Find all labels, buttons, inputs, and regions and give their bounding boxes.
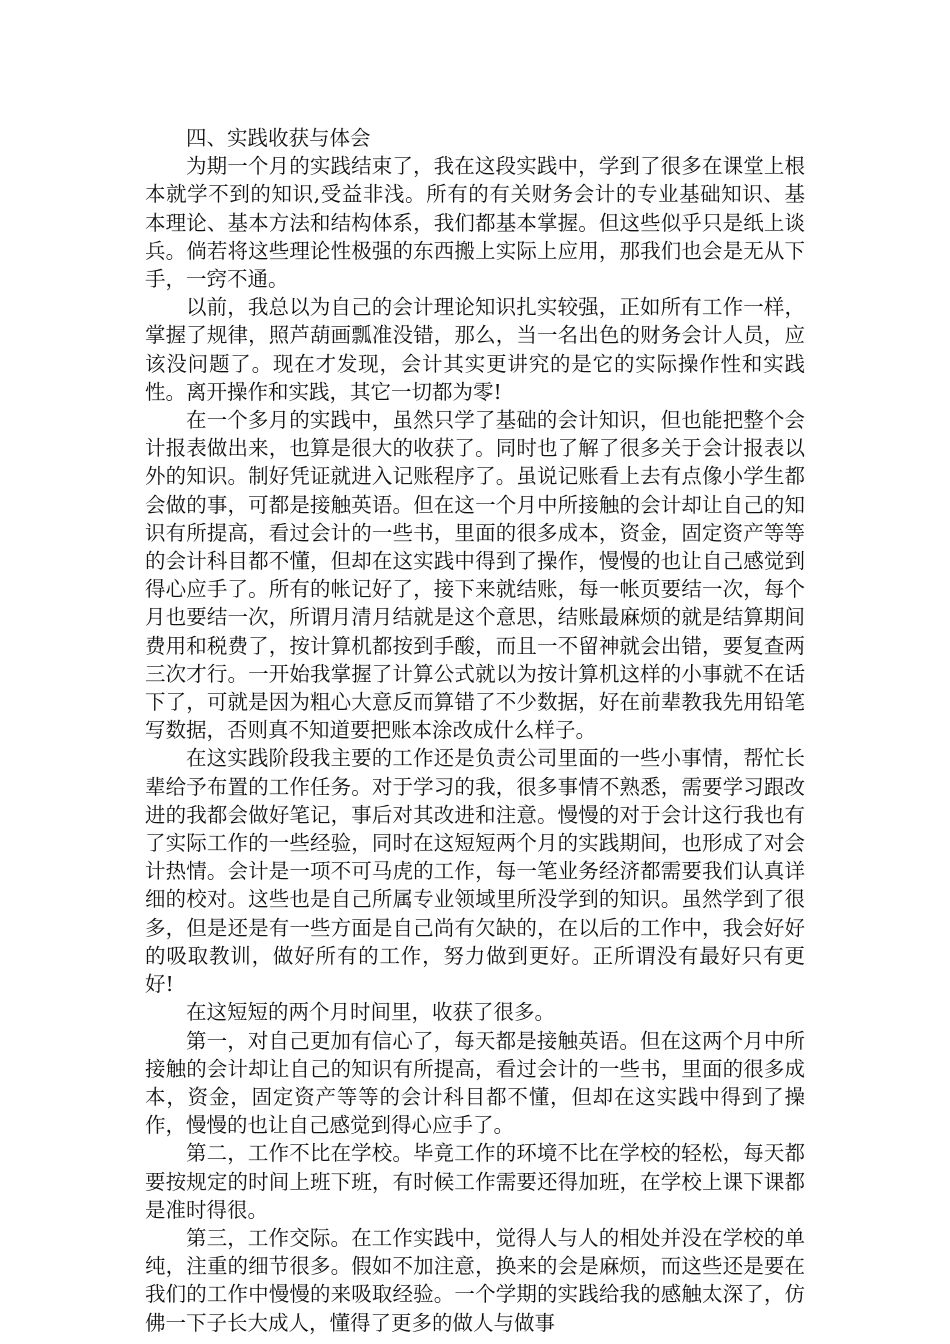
paragraph-first-point: 第一，对自己更加有信心了，每天都是接触英语。但在这两个月中所接触的会计却让自己的知识有所提高，看过会计的一些书，里面的很多成本，资金，固定资产等等的会计科目都不懂，但却在这实践中得到了操作，慢慢的也让自己感觉到得心应手了。 xyxy=(145,1028,805,1138)
paragraph-main-duties: 在这实践阶段我主要的工作还是负责公司里面的一些小事情，帮忙长辈给予布置的工作任务。对于学习的我，很多事情不熟悉，需要学习跟改进的我都会做好笔记，事后对其改进和注意。慢慢的对于会计这行我也有了实际工作的一些经验，同时在这短短两个月的实践期间，也形成了对会计热情。会计是一项不可马虎的工作，每一笔业务经济都需要我们认真详细的校对。这些也是自己所属专业领域里所没学到的知识。虽然学到了很多，但是还是有一些方面是自己尚有欠缺的，在以后的工作中，我会好好的吸取教训，做好所有的工作，努力做到更好。正所谓没有最好只有更好! xyxy=(145,746,805,997)
paragraph-third-point: 第三，工作交际。在工作实践中，觉得人与人的相处并没在学校的单纯，注重的细节很多。假如不加注意，换来的会是麻烦，而这些还是要在我们的工作中慢慢的来吸取经验。一个学期的实践给我的感触太深了，仿佛一下子长大成人，懂得了更多的做人与做事 xyxy=(145,1225,805,1335)
paragraph-gains-intro: 在这短短的两个月时间里，收获了很多。 xyxy=(186,1000,555,1025)
document-body xyxy=(145,124,805,1337)
section-heading: 四、实践收获与体会 xyxy=(186,126,371,150)
paragraph-practice-summary: 为期一个月的实践结束了，我在这段实践中，学到了很多在课堂上根本就学不到的知识,受益非浅。所有的有关财务会计的专业基础知识、基本理论、基本方法和结构体系，我们都基本掌握。但这些似乎只是纸上谈兵。倘若将这些理论性极强的东西搬上实际上应用，那我们也会是无从下手，一窍不通。 xyxy=(145,154,805,292)
paragraph-accounting-work: 在一个多月的实践中，虽然只学了基础的会计知识，但也能把整个会计报表做出来，也算是很大的收获了。同时也了解了很多关于会计报表以外的知识。制好凭证就进入记账程序了。虽说记账看上去有点像小学生都会做的事，可都是接触英语。但在这一个月中所接触的会计却让自己的知识有所提高，看过会计的一些书，里面的很多成本，资金，固定资产等等的会计科目都不懂，但却在这实践中得到了操作，慢慢的也让自己感觉到得心应手了。所有的帐记好了，接下来就结账，每一帐页要结一次，每个月也要结一次，所谓月清月结就是这个意思，结账最麻烦的就是结算期间费用和税费了，按计算机都按到手酸，而且一不留神就会出错，要复查两三次才行。一开始我掌握了计算公式就以为按计算机这样的小事就不在话下了，可就是因为粗心大意反而算错了不少数据，好在前辈教我先用铅笔写数据，否则真不知道要把账本涂改成什么样子。 xyxy=(145,408,805,743)
paragraph-second-point: 第二，工作不比在学校。毕竟工作的环境不比在学校的轻松，每天都要按规定的时间上班下班，有时候工作需要还得加班，在学校上课下课都是准时得很。 xyxy=(145,1141,805,1222)
paragraph-before-practice: 以前，我总以为自己的会计理论知识扎实较强，正如所有工作一样，掌握了规律，照芦葫画瓢准没错，那么，当一名出色的财务会计人员，应该没问题了。现在才发现，会计其实更讲究的是它的实际操作性和实践性。离开操作和实践，其它一切都为零! xyxy=(145,295,805,404)
